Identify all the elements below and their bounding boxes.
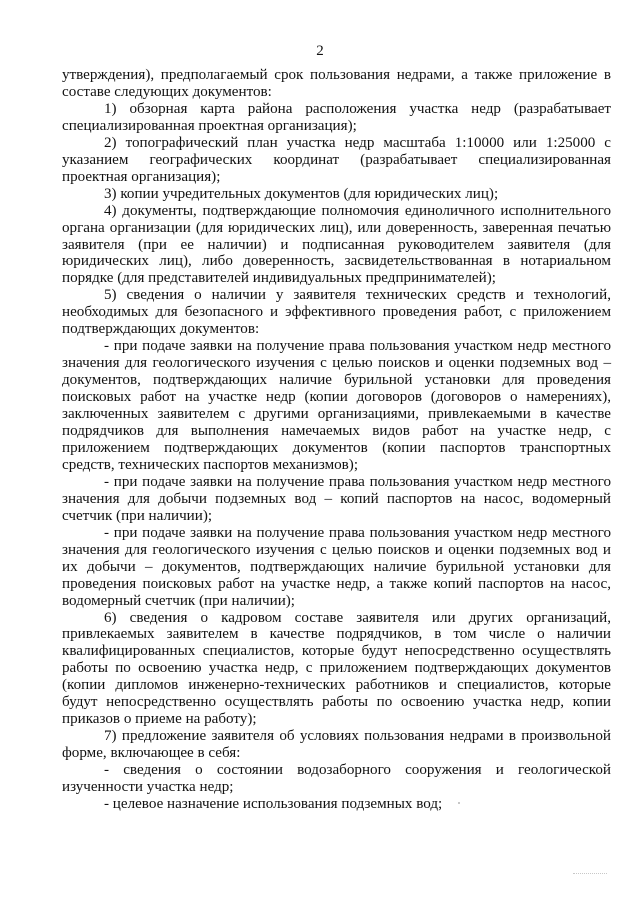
paragraph-item-5: 5) сведения о наличии у заявителя технических средств и технологий, необходимых для безопасного и эффективного проведения работ, с приложением подтверждающих документов: xyxy=(62,287,611,338)
paragraph-item-5-subitem-2: - при подаче заявки на получение права пользования участком недр местного значения для добычи подземных вод – копий паспортов на насос, водомерный счетчик (при наличии); xyxy=(62,473,611,524)
paragraph-item-7: 7) предложение заявителя об условиях пользования недрами в произвольной форме, включающее в себя: xyxy=(62,728,611,762)
paragraph-item-4: 4) документы, подтверждающие полномочия единоличного исполнительного органа организации (для юридических лиц), или доверенность, заверенная печатью заявителя (при ее наличии) и подписанная руководителем заявителя (для юридических лиц), либо доверенность, засвидетельствованная в нотариальном порядке (для представителей индивидуальных предпринимателей); xyxy=(62,202,611,287)
paragraph-item-1: 1) обзорная карта района расположения участка недр (разрабатывает специализированная проектная организация); xyxy=(62,100,611,134)
paragraph-item-6: 6) сведения о кадровом составе заявителя или других организаций, привлекаемых заявителем в качестве подрядчиков, в том числе о наличии квалифицированных специалистов, которые будут непосредственно осуществлять работы по освоению участка недр, с приложением подтверждающих документов (копии дипломов инженерно-технических работников и специалистов, которые будут непосредственно осуществлять работы по освоению участка недр, копии приказов о приеме на работу); xyxy=(62,609,611,728)
paragraph-intro-continuation: утверждения), предполагаемый срок пользования недрами, а также приложение в составе следующих документов: xyxy=(62,67,611,100)
page-number: 2 xyxy=(316,43,324,59)
paragraph-item-7-subitem-2: - целевое назначение использования подземных вод; xyxy=(104,795,443,812)
document-body xyxy=(62,67,611,813)
paragraph-item-5-subitem-1: - при подаче заявки на получение права пользования участком недр местного значения для геологического изучения с целью поисков и оценки подземных вод – документов, подтверждающих наличие бурильной установки для проведения поисковых работ на участке недр (копии договоров (договоров о намерениях), заключенных заявителем с другими организациями, привлекаемыми в качестве подрядчиков для выполнения намечаемых видов работ на участке недр, с приложением подтверждающих документов (копии паспортов транспортных средств, технических паспортов механизмов); xyxy=(62,338,611,473)
scan-speck xyxy=(458,802,460,804)
paragraph-item-3: 3) копии учредительных документов (для юридических лиц); xyxy=(104,185,499,202)
paragraph-item-2: 2) топографический план участка недр масштаба 1:10000 или 1:25000 с указанием географических координат (разрабатывает специализированная проектная организация); xyxy=(62,134,611,185)
paragraph-item-7-subitem-1: - сведения о состоянии водозаборного сооружения и геологической изученности участка недр; xyxy=(62,762,611,796)
paragraph-item-5-subitem-3: - при подаче заявки на получение права пользования участком недр местного значения для геологического изучения с целью поисков и оценки подземных вод и их добычи – документов, подтверждающих наличие бурильной установки для проведения поисковых работ на участке недр, а также копий паспортов на насос, водомерный счетчик (при наличии); xyxy=(62,524,611,609)
scan-artifact xyxy=(573,873,607,876)
